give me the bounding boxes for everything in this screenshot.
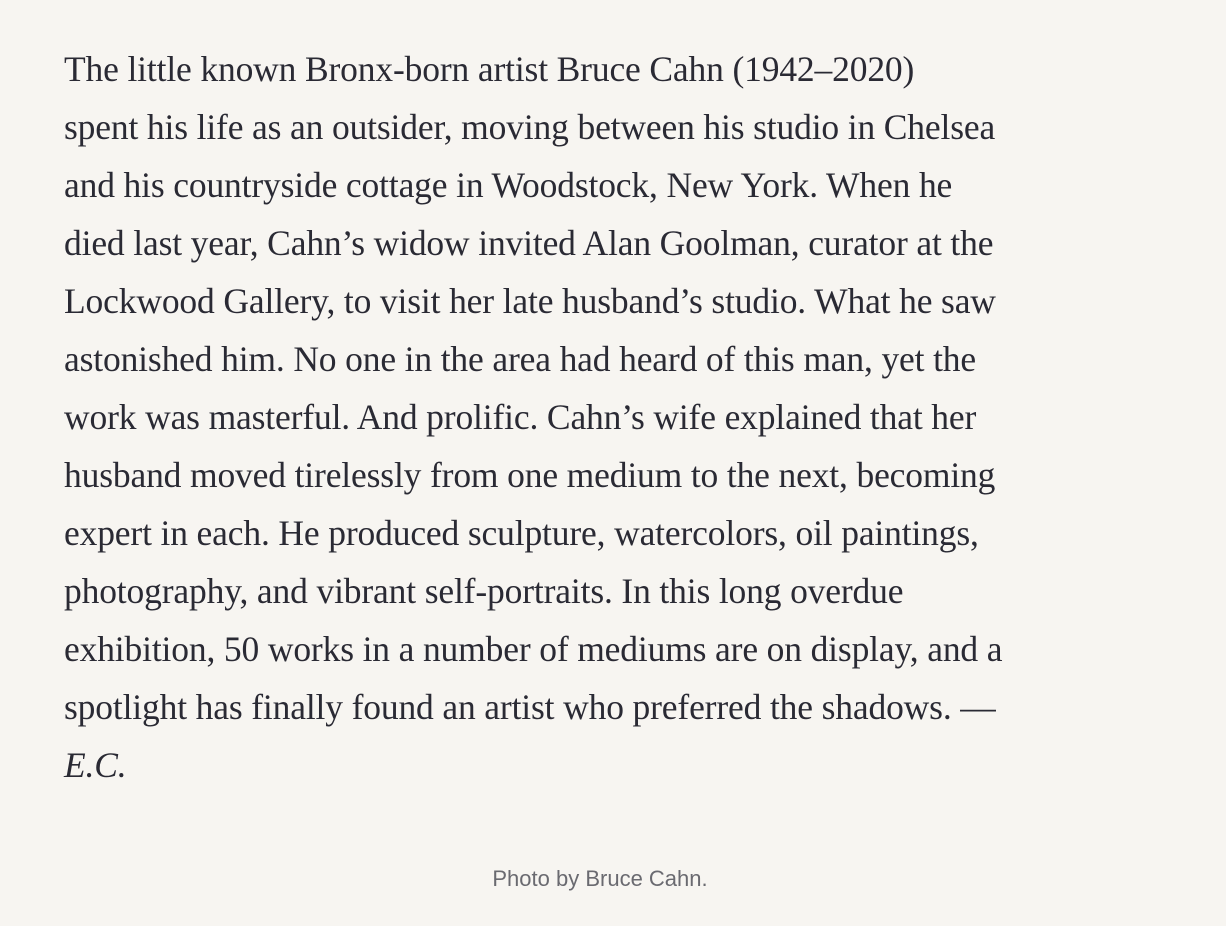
paragraph-line: spent his life as an outsider, moving between his studio in Chelsea [64, 107, 996, 147]
article-body [64, 40, 1154, 794]
paragraph-line: The little known Bronx-born artist Bruce Cahn (1942–2020) [64, 49, 915, 89]
paragraph-line: spotlight has finally found an artist who preferred the shadows. — [64, 687, 996, 727]
paragraph-line: and his countryside cottage in Woodstock, New York. When he [64, 165, 953, 205]
paragraph-line: photography, and vibrant self-portraits. In this long overdue [64, 571, 904, 611]
article-paragraph [64, 40, 1154, 794]
paragraph-line: work was masterful. And prolific. Cahn’s wife explained that her [64, 397, 977, 437]
paragraph-line: Lockwood Gallery, to visit her late husband’s studio. What he saw [64, 281, 996, 321]
paragraph-line: exhibition, 50 works in a number of mediums are on display, and a [64, 629, 1003, 669]
paragraph-line: expert in each. He produced sculpture, watercolors, oil paintings, [64, 513, 979, 553]
paragraph-line: husband moved tirelessly from one medium to the next, becoming [64, 455, 996, 495]
paragraph-line: died last year, Cahn’s widow invited Alan Goolman, curator at the [64, 223, 994, 263]
photo-caption: Photo by Bruce Cahn. [492, 866, 708, 891]
paragraph-line: astonished him. No one in the area had heard of this man, yet the [64, 339, 977, 379]
author-signature: E.C. [64, 745, 127, 785]
